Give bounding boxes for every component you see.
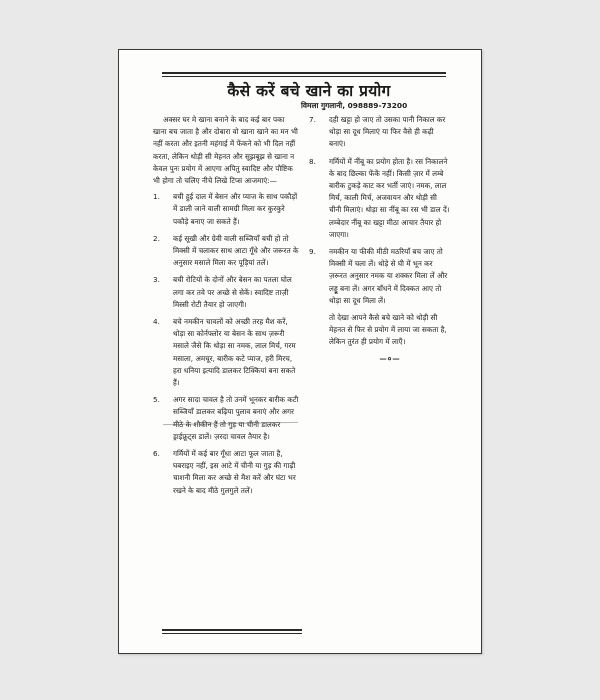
end-mark: —०— — [379, 353, 401, 363]
list-item — [309, 246, 451, 307]
list-item — [309, 114, 451, 151]
author-byline: विमला गुगलानी, 098889-73200 — [301, 101, 408, 110]
item-number: 3. — [153, 275, 160, 285]
item-text: बची हुई दाल में बेसन और प्याज के साथ पकौड़ों में डाली जाने वाली सामग्री मिला कर कुरकुरे पकौड़े बनाए जा सकते हैं। — [173, 192, 298, 226]
item-number: 9. — [309, 247, 316, 257]
intro-paragraph: अक्सर घर मे खाना बनाने के बाद कई बार पका खाना बच जाता है और दोबारा वो खाना खाने का मन भी नहीं करता और इतनी महंगाई में फेंकने को भी दिल नहीं करता, लेकिन थोड़ी सी मेहनत और सूझबूझ से खाना न केवल पुनः प्रयोग में आएगा अपितु स्वादिष्ट और पौष्टिक भी होगा तो चलिए नीचे लिखे टिप्स आजमाएं:— — [153, 115, 298, 186]
newspaper-clipping — [118, 49, 482, 654]
header-rule — [162, 72, 446, 74]
item-number: 7. — [309, 115, 316, 124]
item-text: गर्मियों में कई बार गूँधा आटा फूल जाता है, घबराइए नहीं, इस आटे में चीनी या गुड़ की गाढ़ी चाशनी मिला कर अच्छे से मैश करें और घंटा भर रखने के बाद मीठे गुलगुले तलें। — [173, 449, 296, 495]
item-number: 8. — [309, 156, 316, 166]
list-item — [153, 274, 300, 311]
list-item — [153, 191, 300, 228]
item-number: 2. — [153, 233, 160, 243]
article-title: कैसे करें बचे खाने का प्रयोग — [227, 82, 391, 100]
list-item — [309, 156, 451, 241]
list-item — [153, 448, 300, 497]
list-item — [153, 233, 300, 270]
item-text: अगर सादा चावल है तो उनमें भूनकर बारीक कटी सब्जियाँ डालकर बढ़िया पुलाव बनाएं और अगर मीठे के शौकीन हैं तो गुड़ या चीनी डालकर ड्राईफ्रूट्स डालें। ज़रदा चावल तैयार है। — [173, 395, 299, 441]
list-item — [153, 394, 300, 443]
left-column — [153, 114, 300, 502]
item-number: 6. — [153, 449, 160, 459]
footer-rule — [162, 629, 302, 631]
item-text: कई सूखी और ग्रेवी वाली सब्जियाँ बची हो तो मिक्सी में चलाकर साथ आटा गूँधे और जरूरत के अनुसार मसाले मिला कर पूड़ियां तलें। — [173, 233, 299, 268]
item-text: बची रोटियों के दोनों और बेसन का पतला घोल लगा कर तवे पर अच्छे से सेकें। स्वादिष्ट ताज़ी मिस्सी रोटी तैयार हो जाएगी। — [173, 275, 292, 309]
item-number: 4. — [153, 317, 160, 327]
footer-rule-thin — [162, 633, 302, 634]
item-text: गर्मियों में नींबू का प्रयोग होता है। रस निकालने के बाद छिल्का फेंकें नहीं। किसी ज़ार में लम्बे बारीक टुकड़े काट कर भर्ती जाएं। नमक, लाल मिर्च, काली मिर्च, अजवायन और थोड़ी सी चीनी मिलाएं। थोड़ा सा नींबू का रस भी डाल दें। लम्बेदार नींबू का खट्टा मीठा आचार तैयार हो जाएगा। — [329, 156, 450, 239]
item-number: 5. — [153, 395, 160, 405]
item-text: दही खट्टा हो जाए तो उसका पानी निकाल कर थोड़ा सा दूध मिलाएं या फिर वैसे ही कढ़ी बनाएं। — [329, 115, 446, 149]
item-text: बचे नमकीन चावलों को अच्छी तरह मैश करें, थोड़ा सा कोर्नफ्लोर या बेसन के साथ ज़रूरी मसाले जैसे कि थोड़ा सा नमक, लाल मिर्च, गरम मसाला, अमचूर, बारीक कटे प्याज, हरी मिरच, हरा धनिया इत्यादि डालकर टिक्कियां बना सकते हैं। — [173, 317, 296, 388]
item-number: 1. — [153, 192, 160, 202]
right-column — [309, 114, 451, 365]
list-item — [153, 316, 300, 389]
item-text: नमकीन या फीकी मीठी मठरियाँ बच जाए तो मिक्सी में चला लें। थोड़े से घी में भून कर ज़रूरत अनुसार नमक या शक्कर मिला लें और लड्डू बना लें। अगर बाँधने में दिक्कत आए तो थोड़ा सा दूध मिला लें। — [329, 247, 448, 305]
header-rule-thin — [162, 76, 446, 77]
closing-paragraph: तो देखा आपने कैसे बचे खाने को थोड़ी सी मेहनत से फिर से प्रयोग में लाया जा सकता है, लेकिन तुरंत ही प्रयोग में लाएँ। — [329, 313, 447, 347]
